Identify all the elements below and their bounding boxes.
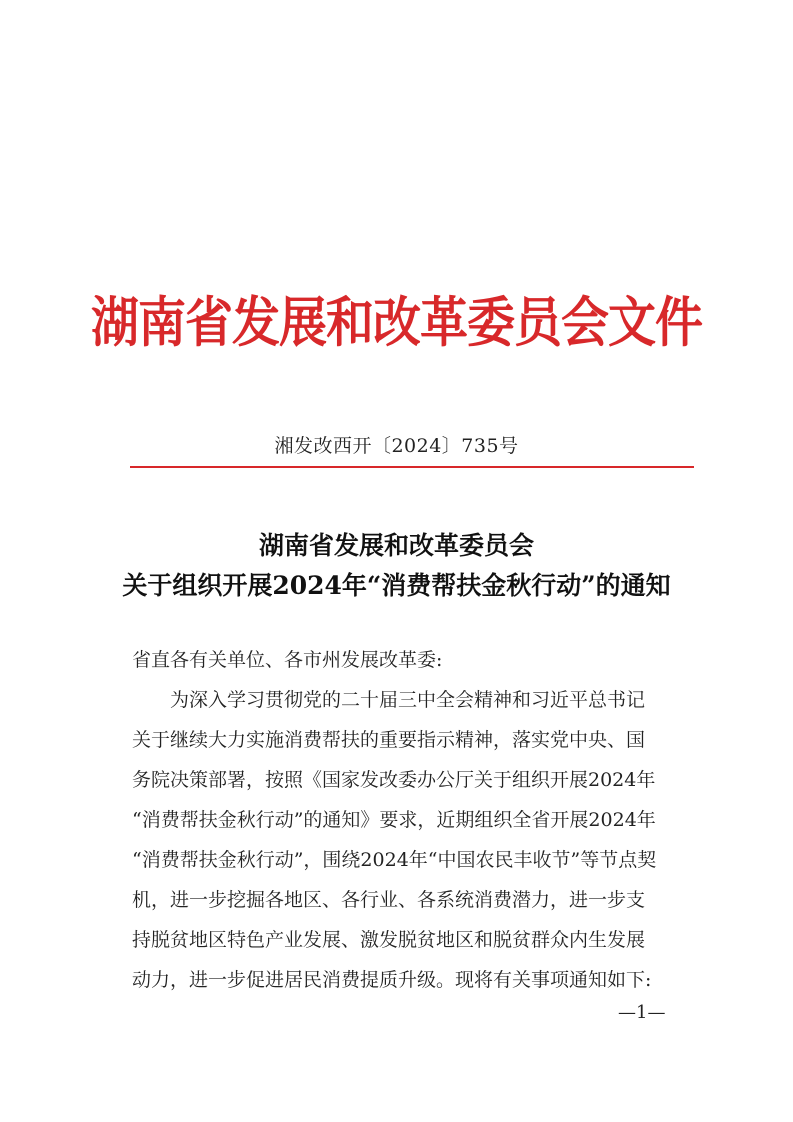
body-text-line-4: “消费帮扶金秋行动”的通知》要求，近期组织全省开展2024年 xyxy=(132,809,656,831)
document-number: 湘发改西开〔2024〕735号 xyxy=(274,435,519,457)
document-title-line-1: 湖南省发展和改革委员会 xyxy=(258,531,534,560)
body-text-line-6: 机，进一步挖掘各地区、各行业、各系统消费潜力，进一步支 xyxy=(132,889,646,911)
body-text-line-1: 为深入学习贯彻党的二十届三中全会精神和习近平总书记 xyxy=(170,689,646,711)
body-text-line-8: 动力，进一步促进居民消费提质升级。现将有关事项通知如下: xyxy=(132,969,652,991)
page-number: —1— xyxy=(618,1002,666,1023)
issuing-authority-header: 湖南省发展和改革委员会文件 xyxy=(90,291,702,355)
body-text-line-5: “消费帮扶金秋行动”，围绕2024年“中国农民丰收节”等节点契 xyxy=(132,849,657,871)
red-divider-line xyxy=(130,466,694,468)
addressee-line: 省直各有关单位、各市州发展改革委: xyxy=(132,649,443,671)
body-text-line-7: 持脱贫地区特色产业发展、激发脱贫地区和脱贫群众内生发展 xyxy=(132,929,646,951)
body-text-line-3: 务院决策部署，按照《国家发改委办公厅关于组织开展2024年 xyxy=(132,769,656,791)
document-title-line-2: 关于组织开展2024年“消费帮扶金秋行动”的通知 xyxy=(122,571,671,600)
body-text-line-2: 关于继续大力实施消费帮扶的重要指示精神，落实党中央、国 xyxy=(132,729,646,751)
